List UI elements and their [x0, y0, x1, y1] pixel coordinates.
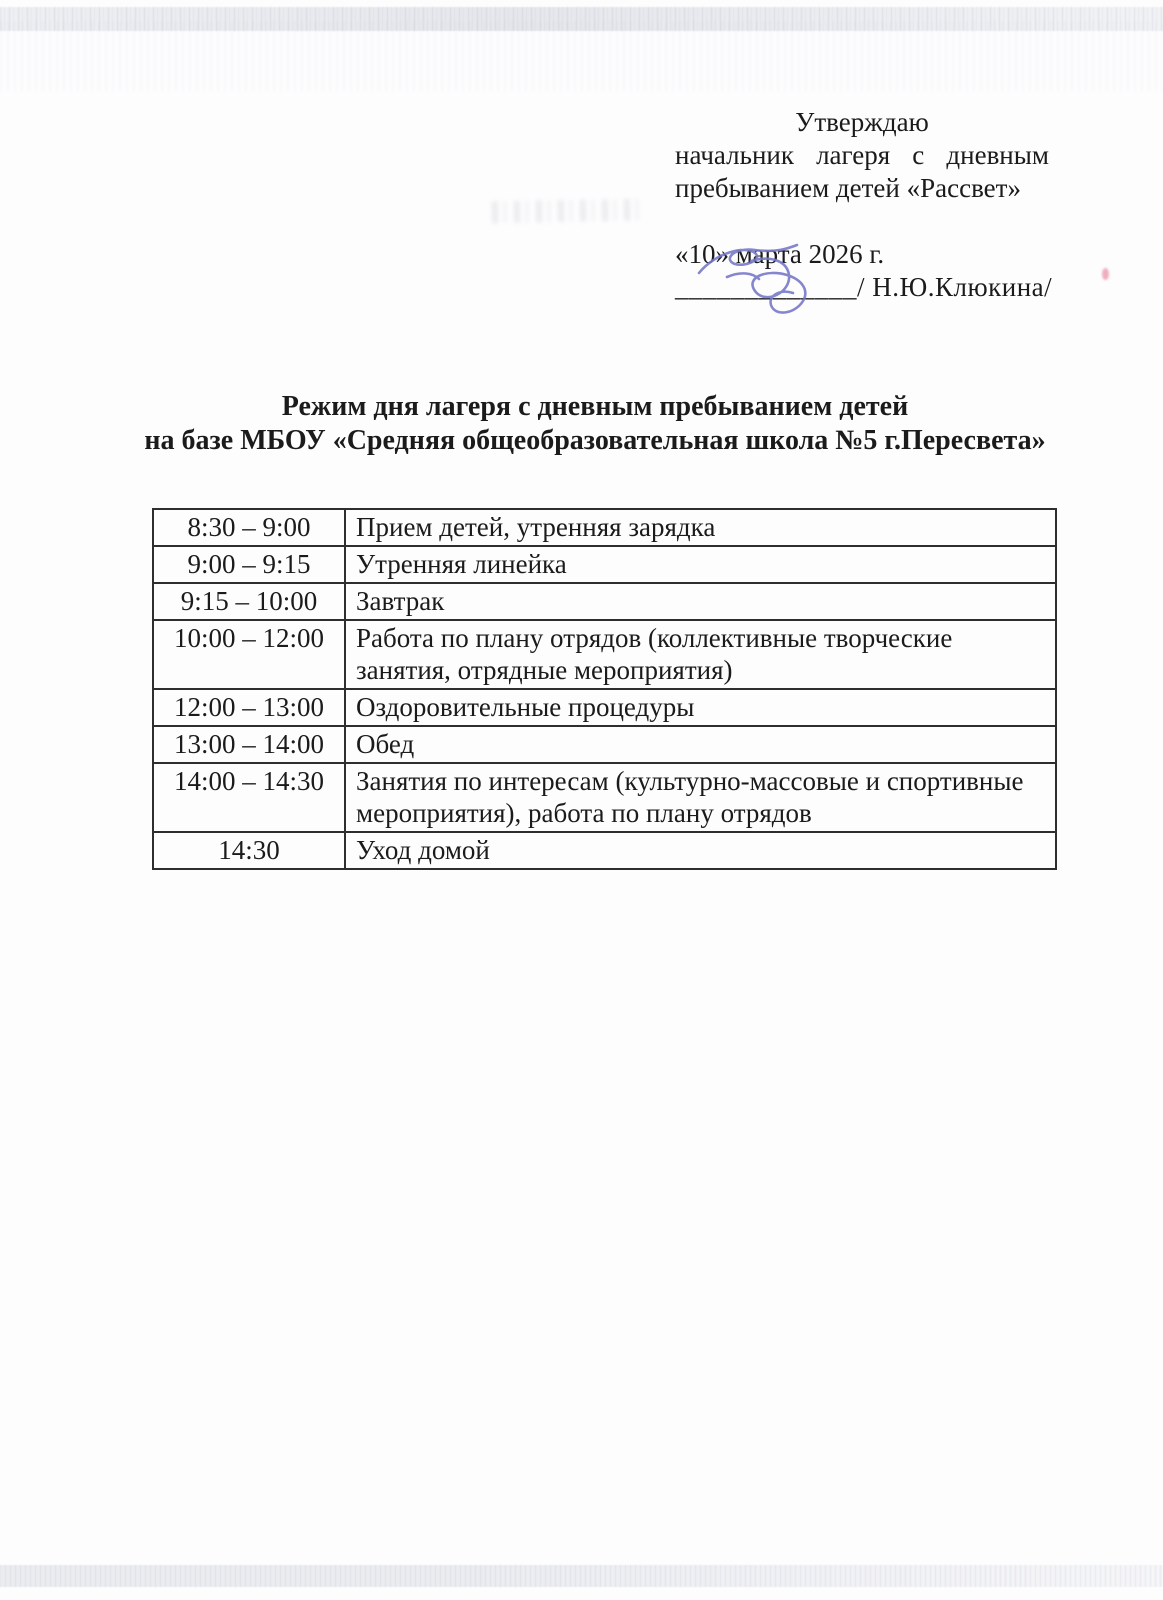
schedule-row: [153, 689, 1056, 726]
schedule-activity-cell: Работа по плану отрядов (коллективные творческие занятия, отрядные мероприятия): [345, 620, 1056, 689]
schedule-row: [153, 763, 1056, 832]
schedule-activity-cell: Уход домой: [345, 832, 1056, 869]
schedule-activity-cell: Оздоровительные процедуры: [345, 689, 1056, 726]
schedule-activity-cell: Утренняя линейка: [345, 546, 1056, 583]
signature-name: / Н.Ю.Клюкина/: [857, 272, 1053, 302]
approver-role: начальник лагеря с дневным пребыванием детей «Рассвет»: [675, 140, 1049, 203]
schedule-time-cell: 8:30 – 9:00: [153, 509, 345, 546]
document-title-line2: на базе МБОУ «Средняя общеобразовательная школа №5 г.Пересвета»: [144, 425, 1046, 456]
schedule-time-cell: 12:00 – 13:00: [153, 689, 345, 726]
document-title: [0, 390, 1163, 458]
schedule-row: [153, 546, 1056, 583]
approval-date: «10» марта 2026 г.: [675, 239, 885, 269]
schedule-time-cell: 9:15 – 10:00: [153, 583, 345, 620]
schedule-row: [153, 726, 1056, 763]
schedule-activity-cell: Занятия по интересам (культурно-массовые и спортивные мероприятия), работа по плану отрядов: [345, 763, 1056, 832]
schedule-table: [152, 508, 1057, 870]
schedule-time-cell: 14:00 – 14:30: [153, 763, 345, 832]
schedule-activity-cell: Обед: [345, 726, 1056, 763]
schedule-row: [153, 832, 1056, 869]
schedule-row: [153, 620, 1056, 689]
schedule-time-cell: 10:00 – 12:00: [153, 620, 345, 689]
schedule-time-cell: 13:00 – 14:00: [153, 726, 345, 763]
signature-line: [675, 271, 1053, 304]
schedule-time-cell: 9:00 – 9:15: [153, 546, 345, 583]
schedule-activity-cell: Прием детей, утренняя зарядка: [345, 509, 1056, 546]
scan-artifact-bleedthrough: [492, 199, 642, 224]
approval-block: [675, 106, 1053, 304]
scan-noise-band-bottom: [0, 1565, 1163, 1587]
schedule-time-cell: 14:30: [153, 832, 345, 869]
schedule-activity-cell: Завтрак: [345, 583, 1056, 620]
signature-blank: _____________: [675, 272, 857, 302]
schedule-row: [153, 509, 1056, 546]
scan-artifact-pink-mark: [1102, 268, 1109, 280]
scan-noise-band-top: [0, 7, 1163, 31]
document-title-line1: Режим дня лагеря с дневным пребыванием детей: [281, 391, 909, 422]
approval-word: Утверждаю: [795, 107, 929, 137]
schedule-row: [153, 583, 1056, 620]
